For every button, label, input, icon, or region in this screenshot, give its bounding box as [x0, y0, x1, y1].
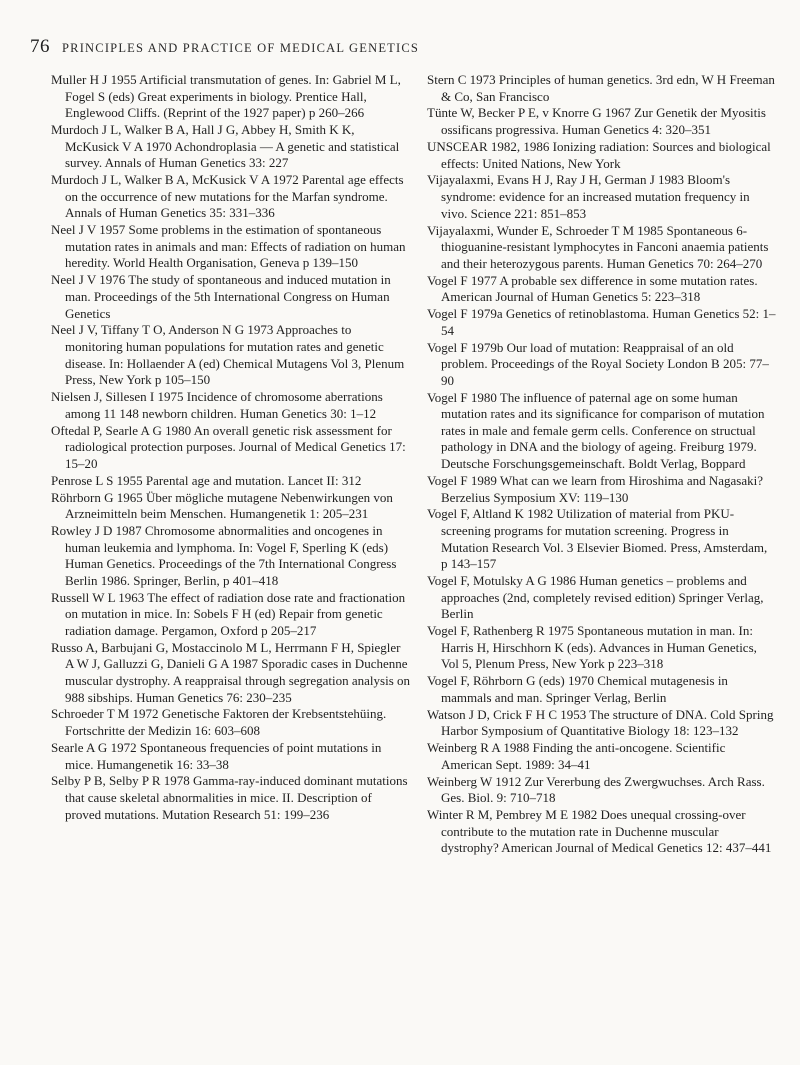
- reference-entry: Tünte W, Becker P E, v Knorre G 1967 Zur Genetik der Myositis ossificans progressiva. Human Genetics 4: 320–351: [427, 105, 766, 138]
- reference-entry: Vijayalaxmi, Wunder E, Schroeder T M 1985 Spontaneous 6-thioguanine-resistant lymphocytes in Fanconi anaemia patients and their heterozygous parents. Human Genetics 70: 264–270: [427, 222, 769, 271]
- reference-entry: Vogel F 1980 The influence of paternal age on some human mutation rates and its significance for comparison of mutation rates in male and female germ cells. Conference on structual pathology in DNA and the biology of ageing. Freiburg 1979. Deutsche Forschungsgemeinschaft. Boldt Verlag, Boppard: [427, 389, 765, 472]
- reference-entry: Röhrborn G 1965 Über mögliche mutagene Nebenwirkungen von Arzneimitteln beim Menschen. Humangenetik 1: 205–231: [51, 489, 393, 522]
- reference-entry: Russell W L 1963 The effect of radiation dose rate and fractionation on mutation in mice. In: Sobels F H (ed) Repair from genetic radiation damage. Pergamon, Oxford p 205–217: [51, 589, 406, 638]
- reference-entry: Neel J V 1957 Some problems in the estimation of spontaneous mutation rates in animals and man: Effects of radiation on human heredity. World Health Organisation, Geneva p 139–150: [51, 222, 406, 271]
- reference-entry: Rowley J D 1987 Chromosome abnormalities and oncogenes in human leukemia and lymphoma. In: Vogel F, Sperling K (eds) Human Genetics. Proceedings of the 7th International Congress Berlin 1986. Springer, Berlin, p 401–418: [51, 523, 397, 588]
- references-right-column: [427, 72, 777, 857]
- reference-entry: Vogel F, Rathenberg R 1975 Spontaneous mutation in man. In: Harris H, Hirschhorn K (eds). Advances in Human Genetics, Vol 5, Plenum Press, New York p 223–318: [427, 623, 757, 672]
- reference-entry: Neel J V 1976 The study of spontaneous and induced mutation in man. Proceedings of the 5th International Congress on Human Genetics: [51, 272, 391, 321]
- reference-entry: Vogel F, Motulsky A G 1986 Human genetics – problems and approaches (2nd, completely revised edition) Springer Verlag, Berlin: [427, 573, 764, 622]
- reference-entry: Neel J V, Tiffany T O, Anderson N G 1973 Approaches to monitoring human populations for mutation rates and genetic disease. In: Hollaender A (ed) Chemical Mutagens Vol 3, Plenum Press, New York p 105–150: [51, 322, 405, 388]
- reference-entry: UNSCEAR 1982, 1986 Ionizing radiation: Sources and biological effects: United Nations, New York: [427, 138, 771, 171]
- reference-entry: Selby P B, Selby P R 1978 Gamma-ray-induced dominant mutations that cause skeletal abnormalities in mice. II. Description of proved mutations. Mutation Research 51: 199–236: [51, 773, 408, 822]
- reference-entry: Vogel F, Röhrborn G (eds) 1970 Chemical mutagenesis in mammals and man. Springer Verlag, Berlin: [427, 673, 728, 705]
- page-header: [30, 36, 419, 58]
- reference-entry: Weinberg W 1912 Zur Vererbung des Zwergwuchses. Arch Rass. Ges. Biol. 9: 710–718: [427, 773, 765, 806]
- reference-entry: Schroeder T M 1972 Genetische Faktoren der Krebsentstehüing. Fortschritte der Medizin 16: 603–608: [51, 706, 387, 739]
- reference-entry: Stern C 1973 Principles of human genetics. 3rd edn, W H Freeman & Co, San Francisco: [427, 72, 775, 104]
- reference-entry: Vijayalaxmi, Evans H J, Ray J H, German J 1983 Bloom's syndrome: evidence for an increased mutation frequency in vivo. Science 221: 851–853: [427, 172, 750, 221]
- reference-entry: Vogel F, Altland K 1982 Utilization of material from PKU-screening programs for mutation screening. Progress in Mutation Research Vol. 3 Elsevier Biomed. Press, Amsterdam, p 143–157: [427, 506, 768, 572]
- running-title: PRINCIPLES AND PRACTICE OF MEDICAL GENETICS: [62, 41, 420, 55]
- reference-entry: Vogel F 1977 A probable sex difference in some mutation rates. American Journal of Human Genetics 5: 223–318: [427, 272, 758, 305]
- reference-entry: Weinberg R A 1988 Finding the anti-oncogene. Scientific American Sept. 1989: 34–41: [427, 740, 726, 772]
- reference-entry: Vogel F 1979a Genetics of retinoblastoma. Human Genetics 52: 1–54: [427, 306, 776, 338]
- reference-entry: Nielsen J, Sillesen I 1975 Incidence of chromosome aberrations among 11 148 newborn children. Human Genetics 30: 1–12: [51, 389, 383, 421]
- reference-entry: Muller H J 1955 Artificial transmutation of genes. In: Gabriel M L, Fogel S (eds) Great experiments in biology. Prentice Hall, Englewood Cliffs. (Reprint of the 1927 paper) p 260–266: [51, 72, 401, 121]
- reference-entry: Murdoch J L, Walker B A, McKusick V A 1972 Parental age effects on the occurrence of new mutations for the Marfan syndrome. Annals of Human Genetics 35: 331–336: [51, 172, 404, 221]
- reference-entry: Russo A, Barbujani G, Mostaccinolo M L, Herrmann F H, Spiegler A W J, Galluzzi G, Danieli G A 1987 Sporadic cases in Duchenne muscular dystrophy. A reappraisal through segregation analysis on 988 sibships. Human Genetics 76: 230–235: [51, 639, 411, 705]
- reference-entry: Vogel F 1979b Our load of mutation: Reappraisal of an old problem. Proceedings of the Royal Society London B 205: 77–90: [427, 339, 769, 388]
- page-number: 76: [30, 36, 50, 57]
- reference-entry: Watson J D, Crick F H C 1953 The structure of DNA. Cold Spring Harbor Symposium of Quantitative Biology 18: 123–132: [427, 706, 774, 739]
- reference-entry: Winter R M, Pembrey M E 1982 Does unequal crossing-over contribute to the mutation rate in Duchenne muscular dystrophy? American Journal of Medical Genetics 12: 437–441: [427, 807, 772, 856]
- reference-entry: Searle A G 1972 Spontaneous frequencies of point mutations in mice. Humangenetik 16: 33–38: [51, 739, 382, 772]
- reference-entry: Penrose L S 1955 Parental age and mutation. Lancet II: 312: [51, 472, 362, 488]
- reference-entry: Oftedal P, Searle A G 1980 An overall genetic risk assessment for radiological protection purposes. Journal of Medical Genetics 17: 15–20: [51, 422, 406, 471]
- reference-entry: Vogel F 1989 What can we learn from Hiroshima and Nagasaki? Berzelius Symposium XV: 119–130: [427, 472, 763, 505]
- reference-entry: Murdoch J L, Walker B A, Hall J G, Abbey H, Smith K K, McKusick V A 1970 Achondroplasia — A genetic and statistical survey. Annals of Human Genetics 33: 227: [51, 122, 400, 171]
- references-left-column: [51, 72, 411, 823]
